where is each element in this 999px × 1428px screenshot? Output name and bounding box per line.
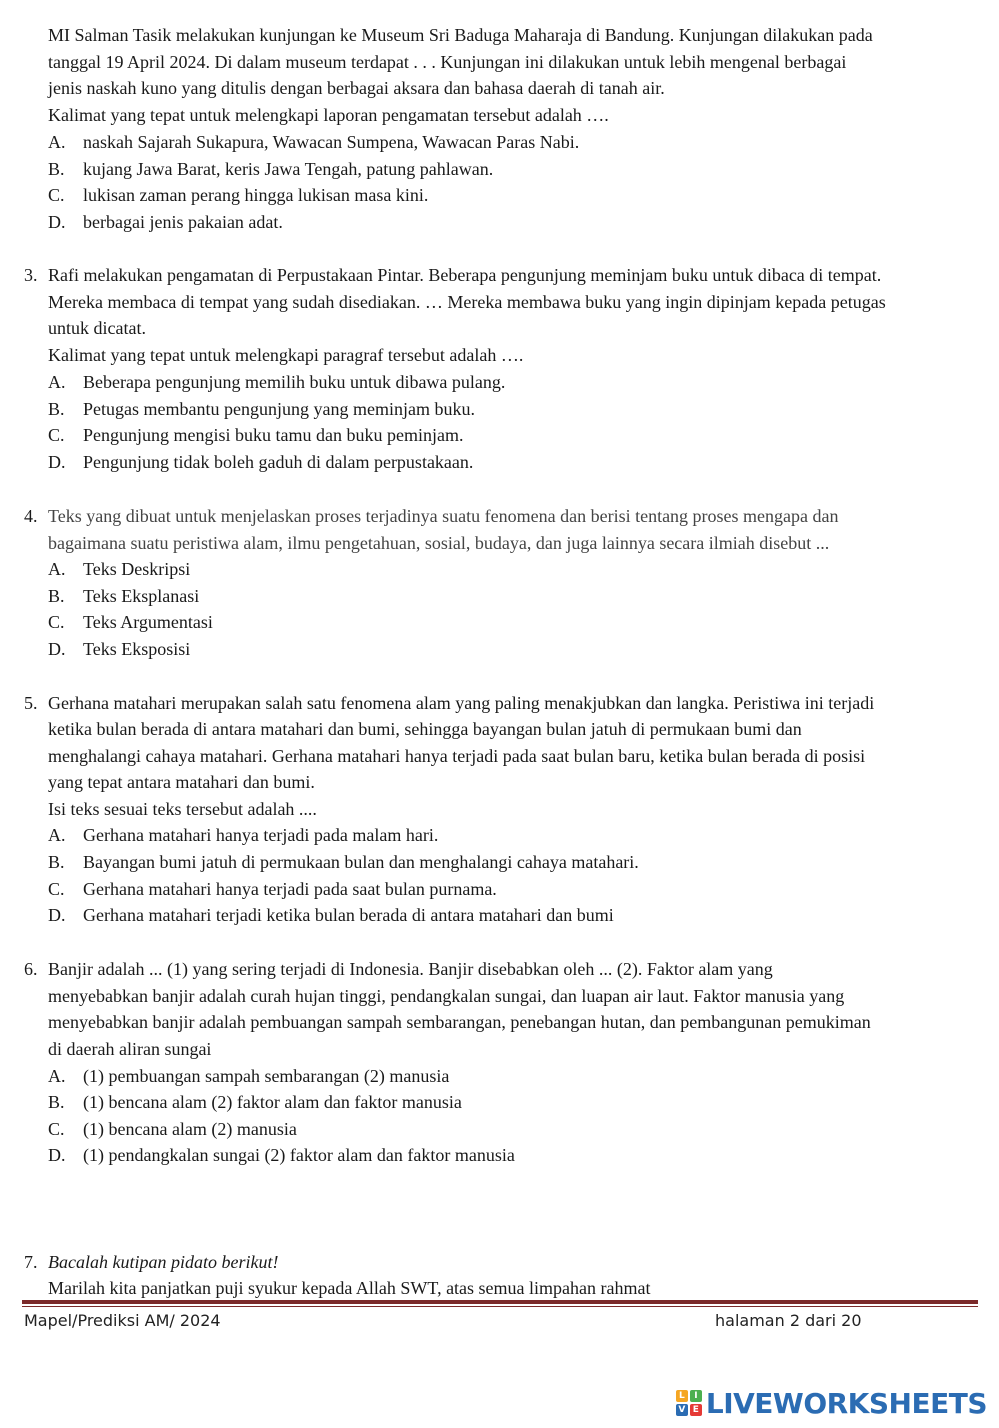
q6-line-3: menyebabkan banjir adalah pembuangan sampah sembarangan, penebangan hutan, dan pembangunan pemukiman — [48, 1012, 871, 1032]
option-letter: A. — [48, 132, 66, 152]
q4-option-a[interactable] — [48, 556, 190, 583]
footer-rule-thin — [22, 1306, 978, 1307]
question-5-number: 5. — [24, 693, 38, 713]
intro-line-2: tanggal 19 April 2024. Di dalam museum terdapat . . . Kunjungan ini dilakukan untuk lebih mengenal berbagai — [48, 52, 847, 72]
option-letter: C. — [48, 612, 65, 632]
intro-option-c[interactable] — [48, 182, 428, 209]
q7-speech-line: Marilah kita panjatkan puji syukur kepada Allah SWT, atas semua limpahan rahmat — [48, 1278, 651, 1298]
option-text: naskah Sajarah Sukapura, Wawacan Sumpena, Wawacan Paras Nabi. — [83, 132, 580, 152]
option-text: Pengunjung mengisi buku tamu dan buku peminjam. — [83, 425, 464, 445]
q5-line-3: menghalangi cahaya matahari. Gerhana matahari hanya terjadi pada saat bulan baru, ketika bulan berada di posisi — [48, 746, 866, 766]
option-text: Beberapa pengunjung memilih buku untuk dibawa pulang. — [83, 372, 506, 392]
q4-option-d[interactable] — [48, 636, 190, 663]
q3-line-2: Mereka membaca di tempat yang sudah disediakan. … Mereka membawa buku yang ingin dipinjam kepada petugas — [48, 292, 886, 312]
option-letter: C. — [48, 1119, 65, 1139]
q3-line-1: Rafi melakukan pengamatan di Perpustakaan Pintar. Beberapa pengunjung meminjam buku untuk dibaca di tempat. — [48, 265, 882, 285]
q5-line-1: Gerhana matahari merupakan salah satu fenomena alam yang paling menakjubkan dan langka. Peristiwa ini terjadi — [48, 693, 875, 713]
liveworksheets-grid-icon — [676, 1390, 702, 1416]
brand-icon-tile: E — [690, 1404, 702, 1416]
liveworksheets-logo[interactable] — [676, 1386, 987, 1420]
question-4-number: 4. — [24, 506, 38, 526]
option-letter: C. — [48, 425, 65, 445]
q6-option-b[interactable] — [48, 1089, 462, 1116]
option-text: lukisan zaman perang hingga lukisan masa kini. — [83, 185, 429, 205]
q6-option-a[interactable] — [48, 1063, 449, 1090]
question-7-number: 7. — [24, 1252, 38, 1272]
q3-option-b[interactable] — [48, 396, 475, 423]
option-text: Teks Deskripsi — [83, 559, 191, 579]
q3-option-c[interactable] — [48, 422, 463, 449]
question-3-number: 3. — [24, 265, 38, 285]
q4-line-2: bagaimana suatu peristiwa alam, ilmu pengetahuan, sosial, budaya, dan juga lainnya secara ilmiah disebut ... — [48, 533, 830, 553]
question-6-number: 6. — [24, 959, 38, 979]
intro-line-3: jenis naskah kuno yang ditulis dengan berbagai aksara dan bahasa daerah di tanah air. — [48, 78, 665, 98]
brand-icon-tile: I — [690, 1390, 702, 1402]
option-text: Pengunjung tidak boleh gaduh di dalam perpustakaan. — [83, 452, 474, 472]
q5-option-c[interactable] — [48, 876, 497, 903]
brand-icon-tile: V — [676, 1404, 688, 1416]
page-number: halaman 2 dari 20 — [715, 1311, 862, 1330]
q5-line-2: ketika bulan berada di antara matahari dan bumi, sehingga bayangan bulan jatuh di permukaan bumi dan — [48, 719, 802, 739]
q6-option-c[interactable] — [48, 1116, 297, 1143]
option-letter: B. — [48, 159, 65, 179]
option-text: (1) bencana alam (2) manusia — [83, 1119, 297, 1139]
q5-option-a[interactable] — [48, 822, 438, 849]
brand-text: LIVEWORKSHEETS — [705, 1386, 987, 1420]
q3-prompt: Kalimat yang tepat untuk melengkapi paragraf tersebut adalah …. — [48, 345, 524, 365]
q6-line-2: menyebabkan banjir adalah curah hujan tinggi, pendangkalan sungai, dan luapan air laut. Faktor manusia yang — [48, 986, 845, 1006]
option-letter: A. — [48, 1066, 66, 1086]
q5-prompt: Isi teks sesuai teks tersebut adalah .... — [48, 799, 317, 819]
q5-option-d[interactable] — [48, 902, 614, 929]
option-letter: B. — [48, 1092, 65, 1112]
q4-line-1: Teks yang dibuat untuk menjelaskan proses terjadinya suatu fenomena dan berisi tentang proses mengapa dan — [48, 506, 839, 526]
q5-line-4: yang tepat antara matahari dan bumi. — [48, 772, 315, 792]
intro-option-d[interactable] — [48, 209, 283, 236]
option-text: Gerhana matahari hanya terjadi pada saat bulan purnama. — [83, 879, 497, 899]
option-letter: D. — [48, 1145, 66, 1165]
option-letter: D. — [48, 452, 66, 472]
option-letter: D. — [48, 639, 66, 659]
option-text: Teks Eksplanasi — [83, 586, 200, 606]
q3-line-3: untuk dicatat. — [48, 318, 146, 338]
option-text: kujang Jawa Barat, keris Jawa Tengah, patung pahlawan. — [83, 159, 494, 179]
q6-option-d[interactable] — [48, 1142, 515, 1169]
option-letter: A. — [48, 559, 66, 579]
option-text: (1) pendangkalan sungai (2) faktor alam dan faktor manusia — [83, 1145, 515, 1165]
option-text: Petugas membantu pengunjung yang meminjam buku. — [83, 399, 475, 419]
option-letter: B. — [48, 852, 65, 872]
q3-option-a[interactable] — [48, 369, 505, 396]
q4-option-b[interactable] — [48, 583, 199, 610]
option-letter: A. — [48, 825, 66, 845]
option-letter: A. — [48, 372, 66, 392]
intro-option-b[interactable] — [48, 156, 493, 183]
intro-option-a[interactable] — [48, 129, 579, 156]
option-text: (1) pembuangan sampah sembarangan (2) manusia — [83, 1066, 450, 1086]
q6-line-4: di daerah aliran sungai — [48, 1039, 212, 1059]
option-text: Gerhana matahari terjadi ketika bulan berada di antara matahari dan bumi — [83, 905, 614, 925]
q4-option-c[interactable] — [48, 609, 213, 636]
option-text: Gerhana matahari hanya terjadi pada malam hari. — [83, 825, 439, 845]
q7-instruction: Bacalah kutipan pidato berikut! — [48, 1252, 279, 1272]
q5-option-b[interactable] — [48, 849, 639, 876]
option-letter: B. — [48, 586, 65, 606]
q3-option-d[interactable] — [48, 449, 473, 476]
option-letter: D. — [48, 212, 66, 232]
intro-prompt: Kalimat yang tepat untuk melengkapi laporan pengamatan tersebut adalah …. — [48, 105, 609, 125]
footer-rule-thick — [22, 1300, 978, 1304]
option-text: Teks Eksposisi — [83, 639, 191, 659]
brand-icon-tile: L — [676, 1390, 688, 1402]
option-letter: B. — [48, 399, 65, 419]
footer-left: Mapel/Prediksi AM/ 2024 — [24, 1311, 221, 1330]
option-letter: D. — [48, 905, 66, 925]
intro-line-1: MI Salman Tasik melakukan kunjungan ke Museum Sri Baduga Maharaja di Bandung. Kunjungan dilakukan pada — [48, 25, 873, 45]
option-letter: C. — [48, 185, 65, 205]
q6-line-1: Banjir adalah ... (1) yang sering terjadi di Indonesia. Banjir disebabkan oleh ... (2). Faktor alam yang — [48, 959, 773, 979]
option-text: berbagai jenis pakaian adat. — [83, 212, 283, 232]
option-letter: C. — [48, 879, 65, 899]
option-text: Teks Argumentasi — [83, 612, 213, 632]
option-text: Bayangan bumi jatuh di permukaan bulan dan menghalangi cahaya matahari. — [83, 852, 639, 872]
option-text: (1) bencana alam (2) faktor alam dan faktor manusia — [83, 1092, 462, 1112]
